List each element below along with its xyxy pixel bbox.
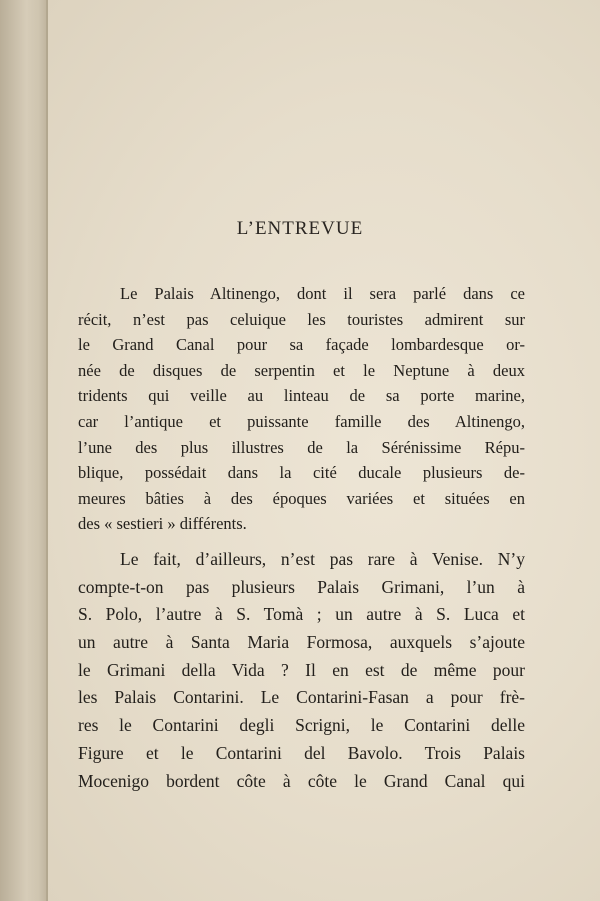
text-line: meures bâties à des époques variées et situées en	[78, 488, 525, 508]
previous-page-edge	[0, 0, 48, 901]
text-line: un autre à Santa Maria Formosa, auxquels s’ajoute	[78, 632, 525, 653]
text-line: car l’antique et puissante famille des Altinengo,	[78, 411, 525, 431]
text-line: l’une des plus illustres de la Sérénissime Répu-	[78, 437, 525, 457]
paragraph-1	[78, 281, 525, 537]
text-line: Le Palais Altinengo, dont il sera parlé dans ce	[120, 284, 525, 303]
text-line: res le Contarini degli Scrigni, le Contarini delle	[78, 715, 525, 736]
text-line: tridents qui veille au linteau de sa porte marine,	[78, 386, 525, 406]
text-line: le Grimani della Vida ? Il en est de même pour	[78, 659, 525, 680]
text-line: compte-t-on pas plusieurs Palais Grimani, l’un à	[78, 576, 525, 597]
text-line: Le fait, d’ailleurs, n’est pas rare à Venise. N’y	[120, 549, 525, 569]
text-line: des « sestieri » différents.	[78, 514, 247, 534]
text-line: récit, n’est pas celuique les touristes admirent sur	[78, 309, 525, 329]
text-line: les Palais Contarini. Le Contarini-Fasan a pour frè-	[78, 687, 525, 708]
chapter-title: L’ENTREVUE	[236, 218, 364, 239]
text-line: le Grand Canal pour sa façade lombardesque or-	[78, 335, 525, 355]
text-line: blique, possédait dans la cité ducale plusieurs de-	[78, 463, 525, 483]
text-line: née de disques de serpentin et le Neptune à deux	[78, 360, 525, 380]
text-line: S. Polo, l’autre à S. Tomà ; un autre à S. Luca et	[78, 604, 525, 625]
text-line: Figure et le Contarini del Bavolo. Trois Palais	[78, 742, 525, 763]
text-line: Mocenigo bordent côte à côte le Grand Canal qui	[78, 770, 525, 791]
paragraph-2	[78, 546, 525, 795]
